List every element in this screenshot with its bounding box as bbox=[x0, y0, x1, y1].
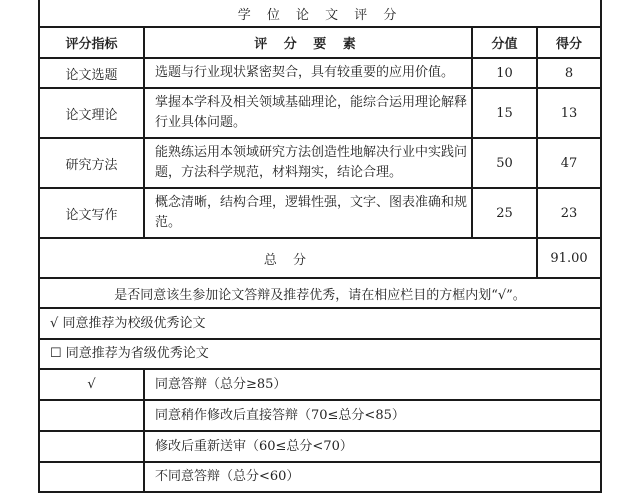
indicator-cell: 论文选题 bbox=[39, 58, 144, 88]
check-mark-icon: √ bbox=[39, 369, 144, 400]
table-row bbox=[39, 58, 601, 88]
score-cell: 8 bbox=[537, 58, 601, 88]
table-row bbox=[39, 88, 601, 138]
indicator-cell: 论文理论 bbox=[39, 88, 144, 138]
header-indicator: 评分指标 bbox=[39, 27, 144, 58]
elements-cell: 概念清晰，结构合理，逻辑性强，文字、图表准确和规范。 bbox=[144, 188, 472, 238]
elements-cell: 选题与行业现状紧密契合，具有较重要的应用价值。 bbox=[144, 58, 472, 88]
header-score: 得分 bbox=[537, 27, 601, 58]
indicator-cell: 研究方法 bbox=[39, 138, 144, 188]
max-score-cell: 25 bbox=[472, 188, 537, 238]
max-score-cell: 50 bbox=[472, 138, 537, 188]
indicator-cell: 论文写作 bbox=[39, 188, 144, 238]
defense-row bbox=[39, 462, 601, 492]
elements-cell: 掌握本学科及相关领域基础理论，能综合运用理论解释行业具体问题。 bbox=[144, 88, 472, 138]
table-row bbox=[39, 138, 601, 188]
total-label: 总 分 bbox=[39, 238, 537, 278]
elements-cell: 能熟练运用本领域研究方法创造性地解决行业中实践问题，方法科学规范，材料翔实，结论合理。 bbox=[144, 138, 472, 188]
table-title: 学 位 论 文 评 分 bbox=[39, 0, 601, 27]
defense-option-label: 同意稍作修改后直接答辩（70≤总分<85） bbox=[144, 400, 601, 431]
score-cell: 23 bbox=[537, 188, 601, 238]
score-cell: 47 bbox=[537, 138, 601, 188]
defense-row bbox=[39, 431, 601, 462]
header-max-score: 分值 bbox=[472, 27, 537, 58]
checkbox-icon: ☐ bbox=[50, 346, 62, 361]
max-score-cell: 10 bbox=[472, 58, 537, 88]
score-cell: 13 bbox=[537, 88, 601, 138]
defense-option-label: 不同意答辩（总分<60） bbox=[144, 462, 601, 492]
defense-option-label: 修改后重新送审（60≤总分<70） bbox=[144, 431, 601, 462]
header-elements: 评 分 要 素 bbox=[144, 27, 472, 58]
check-mark-icon: √ bbox=[50, 315, 59, 331]
option-label: 同意推荐为校级优秀论文 bbox=[62, 315, 206, 331]
mark-cell bbox=[39, 462, 144, 492]
thesis-score-table bbox=[38, 0, 602, 493]
defense-row bbox=[39, 369, 601, 400]
total-value: 91.00 bbox=[537, 238, 601, 278]
mark-cell bbox=[39, 400, 144, 431]
defense-option-label: 同意答辩（总分≥85） bbox=[144, 369, 601, 400]
defense-row bbox=[39, 400, 601, 431]
max-score-cell: 15 bbox=[472, 88, 537, 138]
recommend-school-option bbox=[39, 308, 601, 339]
instruction-text: 是否同意该生参加论文答辩及推荐优秀，请在相应栏目的方框内划“√”。 bbox=[39, 278, 601, 308]
mark-cell bbox=[39, 431, 144, 462]
table-row bbox=[39, 188, 601, 238]
option-label: 同意推荐为省级优秀论文 bbox=[65, 346, 209, 361]
recommend-province-option bbox=[39, 339, 601, 369]
